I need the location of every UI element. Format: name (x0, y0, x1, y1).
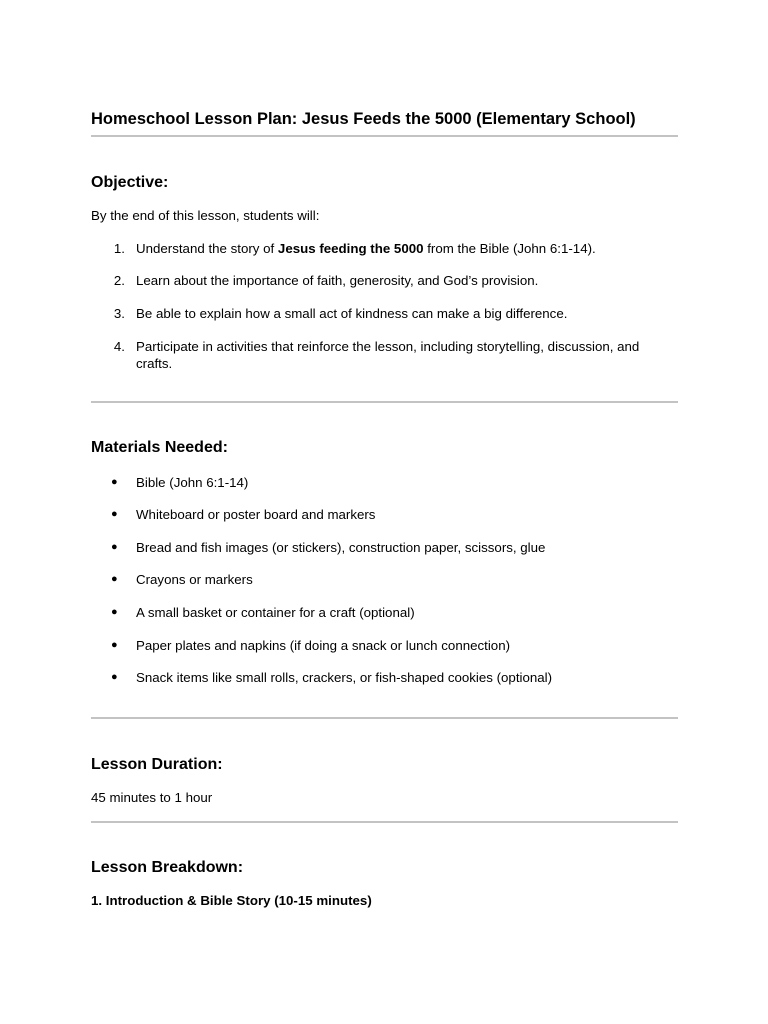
materials-item-text: A small basket or container for a craft (optional) (136, 605, 415, 620)
divider (91, 717, 678, 719)
list-number: 2. (113, 273, 125, 288)
bullet-icon: ● (111, 639, 118, 651)
breakdown-heading: Lesson Breakdown: (91, 859, 244, 876)
list-number: 3. (113, 306, 125, 321)
objective-item-text-bold: Jesus feeding the 5000 (277, 241, 424, 256)
objective-item-2 (111, 272, 671, 289)
bullet-icon: ● (111, 508, 118, 520)
materials-item-text: Snack items like small rolls, crackers, or fish-shaped cookies (optional) (136, 670, 553, 685)
objective-item-text-pre: Understand the story of (136, 241, 278, 256)
materials-item-text: Paper plates and napkins (if doing a snack or lunch connection) (136, 638, 511, 653)
document-title: Homeschool Lesson Plan: Jesus Feeds the 5000 (Elementary School) (91, 110, 636, 128)
objective-intro: By the end of this lesson, students will: (91, 208, 320, 223)
duration-text: 45 minutes to 1 hour (91, 790, 213, 805)
materials-item-text: Bible (John 6:1-14) (136, 475, 249, 490)
materials-item (111, 474, 671, 491)
bullet-icon: ● (111, 476, 118, 488)
objective-item-text: Participate in activities that reinforce the lesson, including storytelling, discussion, and crafts. (136, 339, 640, 371)
bullet-icon: ● (111, 541, 118, 553)
divider (91, 135, 678, 137)
list-number: 1. (113, 241, 125, 256)
materials-item (111, 669, 671, 686)
bullet-icon: ● (111, 573, 118, 585)
materials-heading: Materials Needed: (91, 439, 228, 456)
objective-item-text (136, 240, 671, 257)
objective-item-4 (111, 338, 671, 372)
duration-heading: Lesson Duration: (91, 756, 223, 773)
objective-item-text: Learn about the importance of faith, generosity, and God’s provision. (136, 273, 539, 288)
materials-item-text: Bread and fish images (or stickers), construction paper, scissors, glue (136, 540, 546, 555)
divider (91, 401, 678, 403)
materials-item (111, 637, 671, 654)
materials-item (111, 571, 671, 588)
objective-item-text: Be able to explain how a small act of kindness can make a big difference. (136, 306, 568, 321)
materials-item-text: Whiteboard or poster board and markers (136, 507, 376, 522)
objective-item-3 (111, 305, 671, 322)
materials-item-text: Crayons or markers (136, 572, 253, 587)
list-number: 4. (113, 339, 125, 354)
bullet-icon: ● (111, 671, 118, 683)
materials-item (111, 506, 671, 523)
breakdown-subheading-1: 1. Introduction & Bible Story (10-15 minutes) (91, 893, 372, 908)
objective-item-1 (111, 240, 671, 257)
bullet-icon: ● (111, 606, 118, 618)
materials-item (111, 604, 671, 621)
objective-item-text-post: from the Bible (John 6:1-14). (423, 241, 596, 256)
materials-item (111, 539, 671, 556)
objective-heading: Objective: (91, 174, 169, 191)
divider (91, 821, 678, 823)
